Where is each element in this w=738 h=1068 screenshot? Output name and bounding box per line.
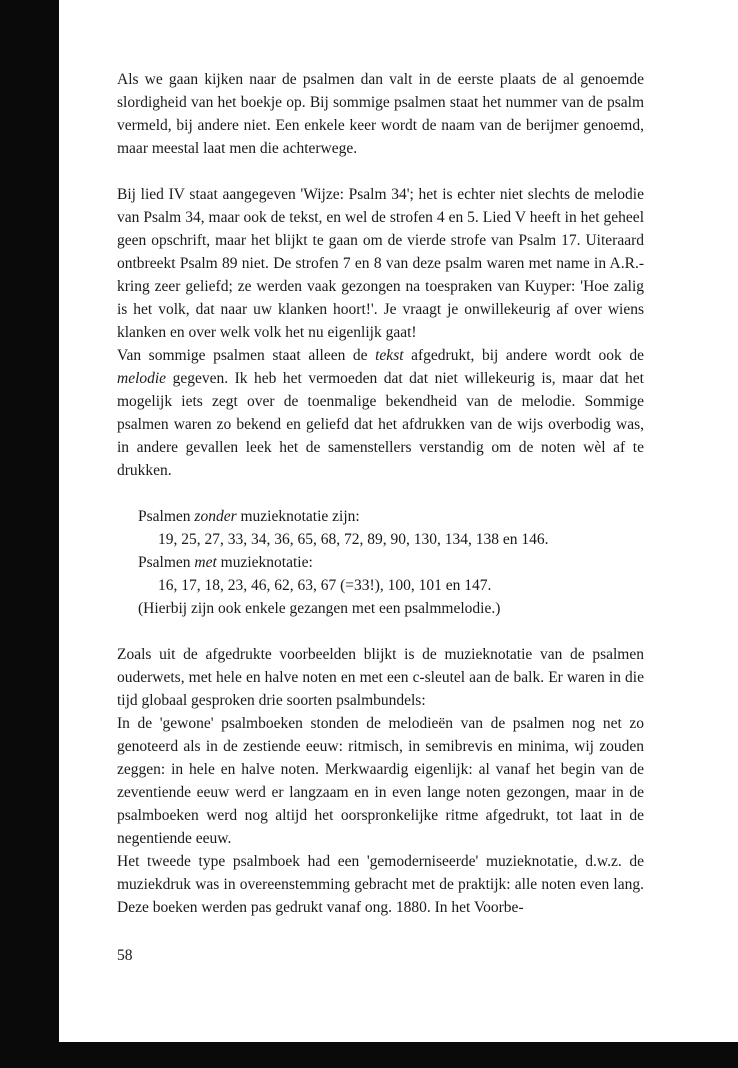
paragraph-gap xyxy=(117,482,644,505)
p3-emphasis-melodie: melodie xyxy=(117,370,167,387)
page-number: 58 xyxy=(117,947,133,964)
scan-bottom-border xyxy=(0,1042,738,1068)
page-body xyxy=(117,68,644,919)
paragraph-2: Bij lied IV staat aangegeven 'Wijze: Psalm 34'; het is echter niet slechts de melodie van Psalm 34, maar ook de tekst, en wel de strofen 4 en 5. Lied V heeft in het geheel geen opschrift, maar het blijkt te gaan om de vierde strofe van Psalm 17. Uiteraard ontbreekt Psalm 89 niet. De strofen 7 en 8 van deze psalm waren met name in A.R.-kring zeer geliefd; ze werden vaak gezongen na toespraken van Kuyper: 'Hoe zalig is het volk, dat naar uw klanken hoort!'. Je vraagt je onwillekeurig af over wiens klanken en over welk volk het nu eigenlijk gaat! xyxy=(117,186,644,341)
list-numbers-zonder: 19, 25, 27, 33, 34, 36, 65, 68, 72, 89, 90, 130, 134, 138 en 146. xyxy=(158,531,549,548)
list-heading-zonder: Psalmen zonder muzieknotatie zijn: xyxy=(138,508,360,525)
paragraph-6: Het tweede type psalmboek had een 'gemoderniseerde' muzieknotatie, d.w.z. de muziekdruk was in overeenstemming gebracht met de praktijk: alle noten even lang. Deze boeken werden pas gedrukt vanaf ong. 1880. In het Voorbe- xyxy=(117,853,644,916)
paragraph-gap xyxy=(117,160,644,183)
psalm-list xyxy=(138,505,644,620)
paragraph-5: In de 'gewone' psalmboeken stonden de melodieën van de psalmen nog net zo genoteerd als in de zestiende eeuw: ritmisch, in semibrevis en minima, wij zouden zeggen: in hele en halve noten. Merkwaardig eigenlijk: al vanaf het begin van de zeventiende eeuw werd er langzaam en in even lange noten gezongen, maar in de psalmboeken werd nog altijd het oorspronkelijke ritme afgedrukt, tot laat in de negentiende eeuw. xyxy=(117,715,644,847)
p3-text-c: gegeven. Ik heb het vermoeden dat dat niet willekeurig is, maar dat het mogelijk iets zegt over de toenmalige bekendheid van de melodie. Sommige psalmen waren zo bekend en geliefd dat het afdrukken van de wijs overbodig was, in andere gevallen leek het de samenstellers verstandig om de noten wèl af te drukken. xyxy=(117,370,644,479)
list-numbers-met: 16, 17, 18, 23, 46, 62, 63, 67 (=33!), 100, 101 en 147. xyxy=(158,577,492,594)
paragraph-1: Als we gaan kijken naar de psalmen dan valt in de eerste plaats de al genoemde slordigheid van het boekje op. Bij sommige psalmen staat het nummer van de psalm vermeld, bij andere niet. Een enkele keer wordt de naam van de berijmer genoemd, maar meestal laat men die achterwege. xyxy=(117,71,644,157)
paragraph-gap xyxy=(117,620,644,643)
list-note: (Hierbij zijn ook enkele gezangen met een psalmmelodie.) xyxy=(138,600,501,617)
scan-left-border xyxy=(0,0,59,1068)
paragraph-3 xyxy=(117,344,644,482)
p3-text-b: afgedrukt, bij andere wordt ook de xyxy=(403,347,644,364)
list-heading-met: Psalmen met muzieknotatie: xyxy=(138,554,313,571)
paragraph-4: Zoals uit de afgedrukte voorbeelden blijkt is de muzieknotatie van de psalmen ouderwets, met hele en halve noten en met een c-sleutel aan de balk. Er waren in die tijd globaal gesproken drie soorten psalmbundels: xyxy=(117,646,644,709)
p3-text-a: Van sommige psalmen staat alleen de xyxy=(117,347,376,364)
p3-emphasis-tekst: tekst xyxy=(375,347,404,364)
